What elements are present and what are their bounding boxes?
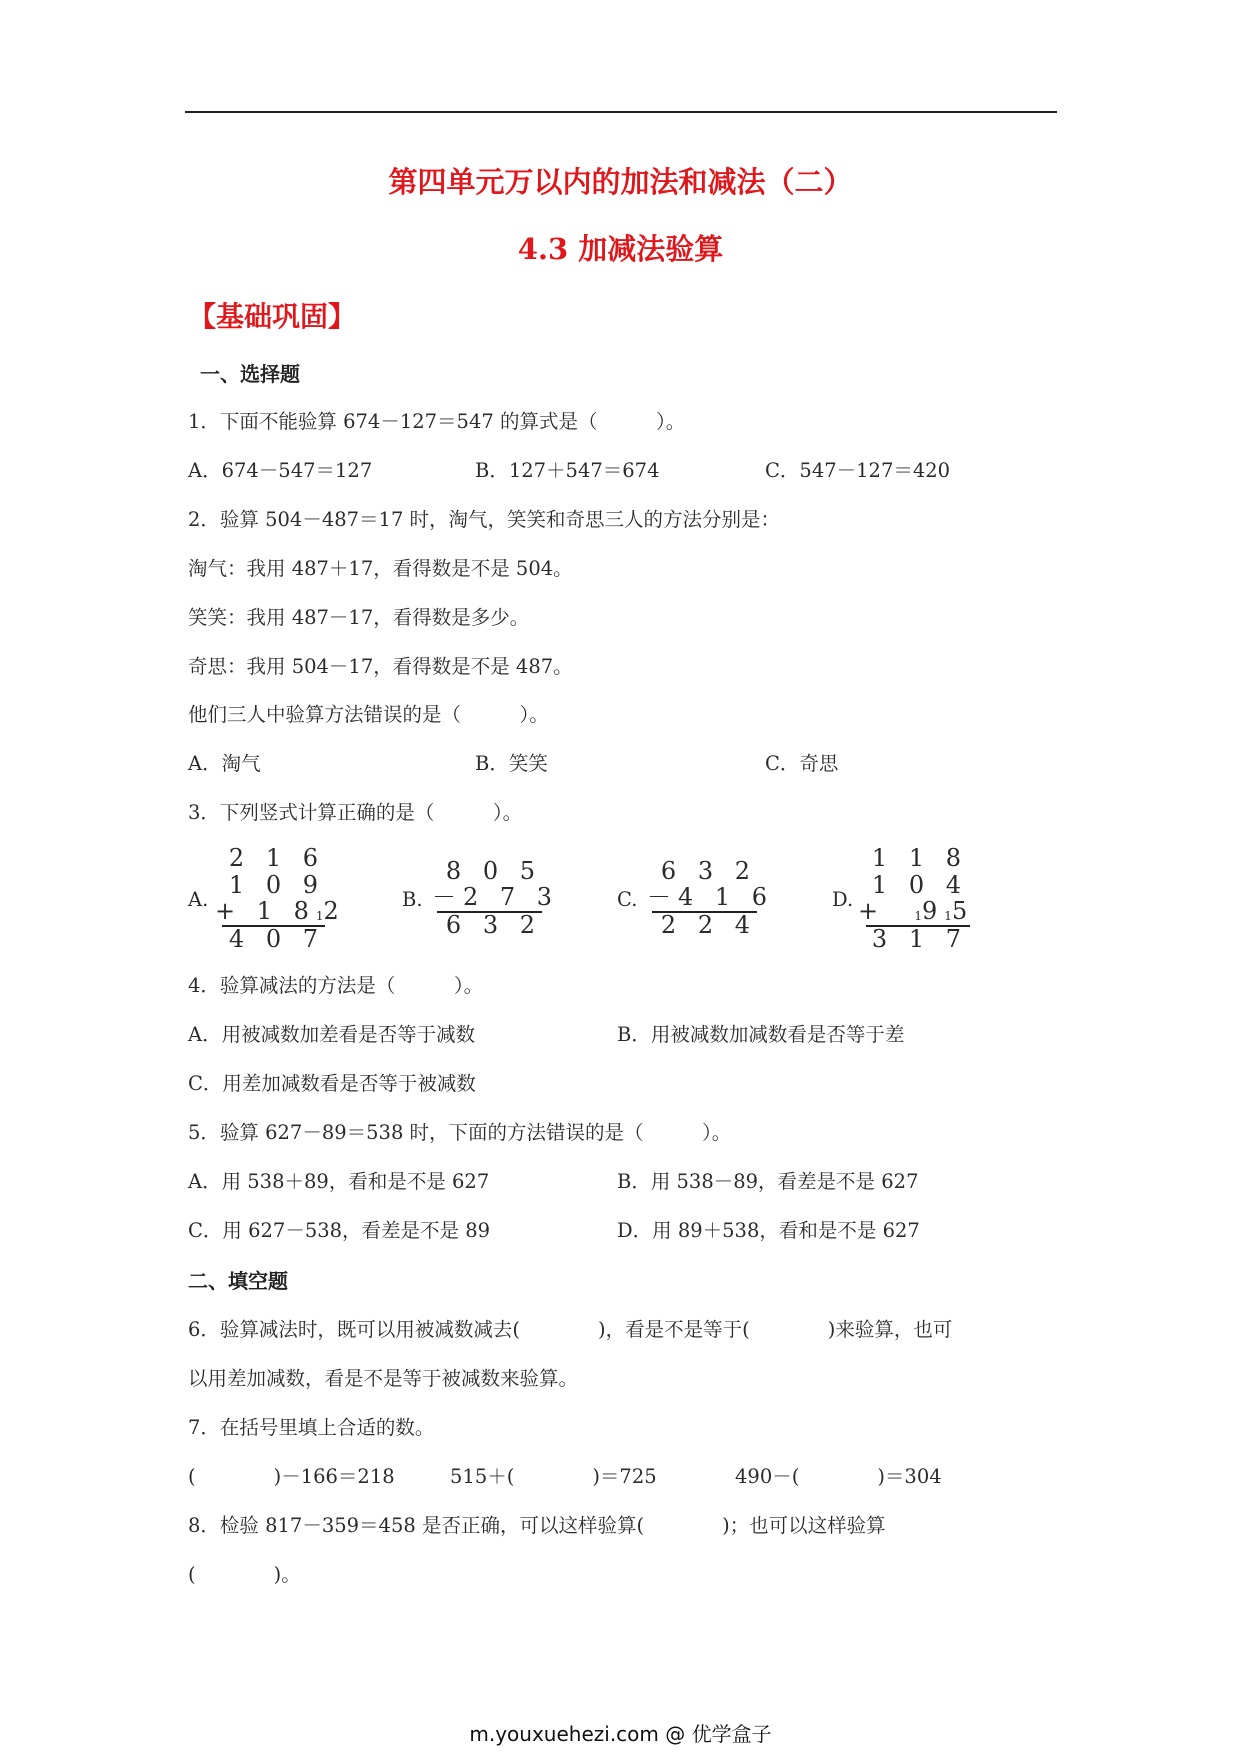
q3-a-row3-op: + 1 8 [215,897,316,925]
q3-a-row1: 2 1 6 [228,844,325,872]
part2-heading: 二、填空题 [188,1269,288,1293]
q3-d-result: 3 1 7 [871,925,968,953]
q3-d-carry-2: 1 [944,909,952,923]
q4-option-a: A．用被减数加差看是否等于减数 [188,1023,476,1046]
q2-line-xiaoxiao: 笑笑：我用 487－17，看得数是多少。 [188,606,530,629]
q2-option-a: A．淘气 [188,752,261,775]
q8-line1: 8．检验 817－359＝458 是否正确，可以这样验算( )；也可以这样验算 [188,1514,886,1537]
q3-a-carry: 1 [315,909,324,923]
q7-stem: 7．在括号里填上合适的数。 [188,1416,435,1439]
q7-expr-2: 515＋( )＝725 [450,1465,657,1488]
q8-line2: ( )。 [188,1563,301,1586]
q3-b-result: 6 3 2 [445,911,542,939]
q5-option-a: A．用 538＋89，看和是不是 627 [188,1170,490,1193]
q3-d-row3-op: + [858,897,886,925]
q5-option-d: D．用 89＋538，看和是不是 627 [617,1219,920,1242]
q2-line-qisi: 奇思：我用 504－17，看得数是不是 487。 [188,655,573,678]
q3-a-row2: 1 0 9 [228,871,325,899]
q3-b-row2: －2 7 3 [432,883,560,911]
q5-option-b: B．用 538－89，看差是不是 627 [617,1170,919,1193]
q1-option-b: B．127＋547＝674 [475,459,660,482]
q5-option-c: C．用 627－538，看差是不是 89 [188,1219,491,1242]
q3-a-result: 4 0 7 [228,925,325,953]
q3-b-row1: 8 0 5 [445,857,542,885]
q6-line2: 以用差加减数，看是不是等于被减数来验算。 [188,1367,579,1390]
q3-c-result: 2 2 4 [660,911,757,939]
q4-option-b: B．用被减数加减数看是否等于差 [617,1023,905,1046]
q2-question: 他们三人中验算方法错误的是（ ）。 [188,703,549,726]
q3-d-row2: 1 0 4 [871,871,968,899]
q3-c-row1: 6 3 2 [660,857,757,885]
q3-d-row3-mid: 9 [922,897,945,925]
q7-expr-1: ( )－166＝218 [188,1465,395,1488]
q3-b-label: B. [402,888,423,911]
page-title: 第四单元万以内的加法和减法（二） [388,165,853,199]
q2-option-b: B．笑笑 [475,752,548,775]
q1-stem: 1．下面不能验算 674－127＝547 的算式是（ ）。 [188,410,686,433]
q2-stem: 2．验算 504－487＝17 时，淘气，笑笑和奇思三人的方法分别是： [188,508,781,531]
q3-a-label: A. [188,888,209,911]
q4-option-c: C．用差加减数看是否等于被减数 [188,1072,476,1095]
q1-option-a: A．674－547＝127 [188,459,373,482]
part1-heading: 一、选择题 [200,362,300,386]
q2-line-taoqi: 淘气：我用 487＋17，看得数是不是 504。 [188,557,573,580]
q3-stem: 3．下列竖式计算正确的是（ ）。 [188,801,523,824]
q2-option-c: C．奇思 [765,752,839,775]
section-heading: 【基础巩固】 [188,300,357,333]
q3-d-carry-1: 1 [914,909,923,923]
header-rule [185,111,1057,113]
q3-c-label: C. [617,888,638,911]
q5-stem: 5．验算 627－89＝538 时，下面的方法错误的是（ ）。 [188,1121,732,1144]
q3-c-row2: －4 1 6 [647,883,775,911]
q3-d-row3-end: 5 [951,897,975,925]
q4-stem: 4．验算减法的方法是（ ）。 [188,974,484,997]
q1-option-c: C．547－127＝420 [765,459,951,482]
q3-d-row1: 1 1 8 [871,844,968,872]
q7-expr-3: 490－( )＝304 [735,1465,942,1488]
footer-watermark: m.youxuehezi.com @ 优学盒子 [469,1722,772,1746]
q6-line1: 6．验算减法时，既可以用被减数减去( )，看是不是等于( )来验算，也可 [188,1318,953,1341]
lesson-title: 4.3 加减法验算 [517,232,724,266]
q3-a-row3-end: 2 [323,897,346,925]
q3-d-label: D. [832,888,854,911]
